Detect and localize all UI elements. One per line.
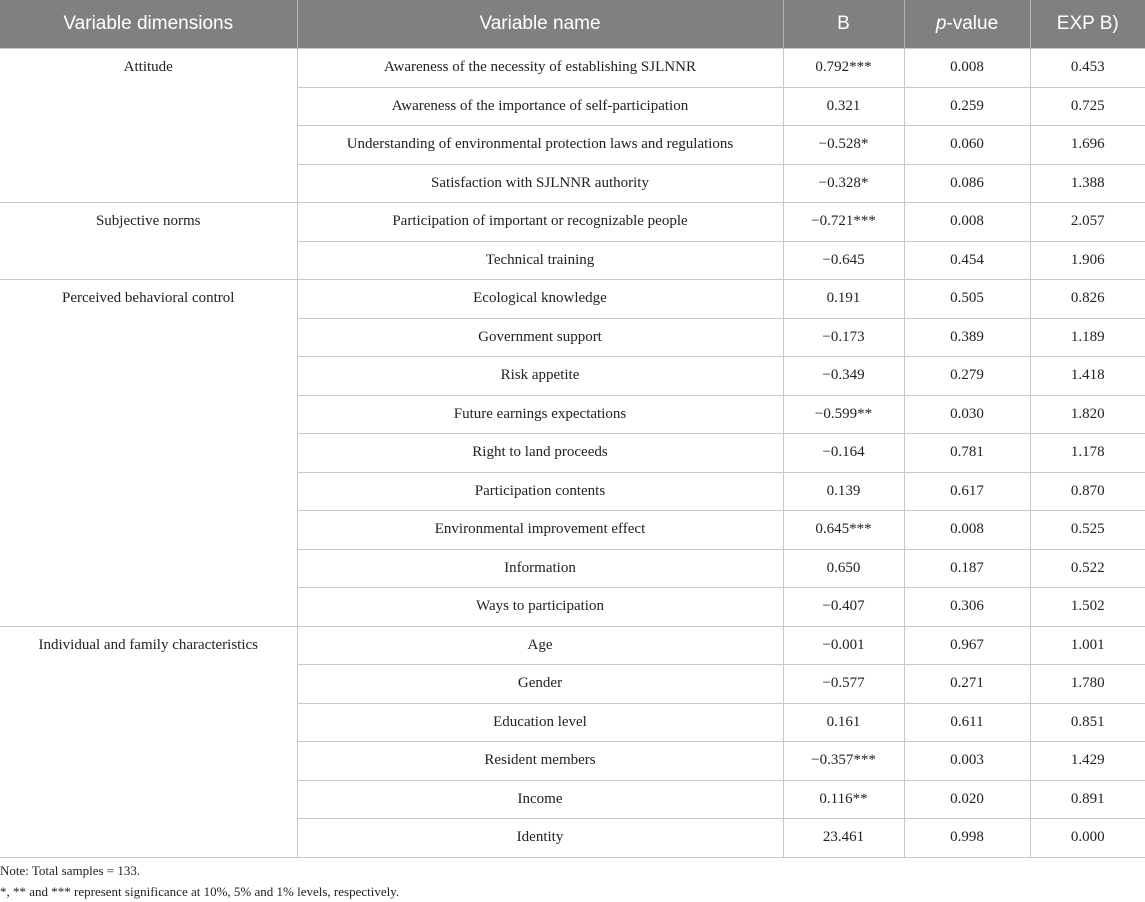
b-value-cell: 23.461 [783,819,904,858]
variable-name-cell: Satisfaction with SJLNNR authority [297,164,783,203]
b-value-cell: −0.001 [783,626,904,665]
p-value-cell: 0.306 [904,588,1030,627]
exp-b-cell: 0.826 [1030,280,1145,319]
b-value-cell: 0.161 [783,703,904,742]
exp-b-cell: 0.453 [1030,49,1145,88]
p-value-cell: 0.259 [904,87,1030,126]
variable-name-cell: Right to land proceeds [297,434,783,473]
exp-b-cell: 1.001 [1030,626,1145,665]
p-value-cell: 0.008 [904,511,1030,550]
variable-name-cell: Technical training [297,241,783,280]
p-value-cell: 0.187 [904,549,1030,588]
b-value-cell: −0.721*** [783,203,904,242]
header-p-suffix: -value [946,13,999,34]
p-value-cell: 0.967 [904,626,1030,665]
exp-b-cell: 1.780 [1030,665,1145,704]
exp-b-cell: 0.891 [1030,780,1145,819]
b-value-cell: 0.645*** [783,511,904,550]
note-significance: *, ** and *** represent significance at 10%, 5% and 1% levels, respectively. [0,884,400,899]
p-value-cell: 0.008 [904,203,1030,242]
table-row [0,49,1145,88]
exp-b-cell: 0.725 [1030,87,1145,126]
header-variable-name: Variable name [297,0,783,49]
b-value-cell: −0.528* [783,126,904,165]
table-notes [0,860,399,902]
p-value-cell: 0.030 [904,395,1030,434]
p-value-cell: 0.781 [904,434,1030,473]
p-value-cell: 0.279 [904,357,1030,396]
b-value-cell: −0.407 [783,588,904,627]
exp-b-cell: 1.178 [1030,434,1145,473]
exp-b-cell: 1.418 [1030,357,1145,396]
p-value-cell: 0.617 [904,472,1030,511]
p-value-cell: 0.086 [904,164,1030,203]
b-value-cell: −0.599** [783,395,904,434]
dimension-cell: Perceived behavioral control [0,280,297,627]
b-value-cell: 0.792*** [783,49,904,88]
header-p-value [904,0,1030,49]
header-p-italic: p [935,13,947,34]
variable-name-cell: Future earnings expectations [297,395,783,434]
p-value-cell: 0.008 [904,49,1030,88]
variable-name-cell: Awareness of the necessity of establishing SJLNNR [297,49,783,88]
b-value-cell: −0.577 [783,665,904,704]
dimension-cell: Individual and family characteristics [0,626,297,857]
p-value-cell: 0.271 [904,665,1030,704]
variable-name-cell: Ecological knowledge [297,280,783,319]
dimension-cell: Attitude [0,49,297,203]
header-exp-b: EXP B) [1030,0,1145,49]
p-value-cell: 0.505 [904,280,1030,319]
p-value-cell: 0.389 [904,318,1030,357]
exp-b-cell: 1.696 [1030,126,1145,165]
header-row [0,0,1145,49]
b-value-cell: 0.191 [783,280,904,319]
header-b: B [783,0,904,49]
variable-name-cell: Ways to participation [297,588,783,627]
b-value-cell: −0.645 [783,241,904,280]
variable-name-cell: Awareness of the importance of self-participation [297,87,783,126]
variable-name-cell: Participation of important or recognizable people [297,203,783,242]
variable-name-cell: Resident members [297,742,783,781]
dimension-cell: Subjective norms [0,203,297,280]
variable-name-cell: Participation contents [297,472,783,511]
variable-name-cell: Age [297,626,783,665]
variable-name-cell: Gender [297,665,783,704]
b-value-cell: −0.357*** [783,742,904,781]
b-value-cell: −0.173 [783,318,904,357]
b-value-cell: 0.116** [783,780,904,819]
b-value-cell: 0.321 [783,87,904,126]
variable-name-cell: Information [297,549,783,588]
variable-name-cell: Risk appetite [297,357,783,396]
variable-name-cell: Education level [297,703,783,742]
p-value-cell: 0.060 [904,126,1030,165]
table-header [0,0,1145,49]
exp-b-cell: 0.000 [1030,819,1145,858]
variable-name-cell: Understanding of environmental protection laws and regulations [297,126,783,165]
variable-name-cell: Income [297,780,783,819]
variable-name-cell: Government support [297,318,783,357]
exp-b-cell: 1.388 [1030,164,1145,203]
table-body [0,49,1145,858]
exp-b-cell: 1.906 [1030,241,1145,280]
exp-b-cell: 0.851 [1030,703,1145,742]
table-row [0,203,1145,242]
p-value-cell: 0.454 [904,241,1030,280]
p-value-cell: 0.003 [904,742,1030,781]
b-value-cell: −0.349 [783,357,904,396]
b-value-cell: −0.328* [783,164,904,203]
b-value-cell: 0.139 [783,472,904,511]
note-total-samples: Note: Total samples = 133. [0,863,141,878]
p-value-cell: 0.020 [904,780,1030,819]
exp-b-cell: 1.189 [1030,318,1145,357]
p-value-cell: 0.611 [904,703,1030,742]
header-variable-dimensions: Variable dimensions [0,0,297,49]
variable-name-cell: Environmental improvement effect [297,511,783,550]
table-row [0,280,1145,319]
p-value-cell: 0.998 [904,819,1030,858]
variable-name-cell: Identity [297,819,783,858]
exp-b-cell: 0.870 [1030,472,1145,511]
b-value-cell: −0.164 [783,434,904,473]
table-row [0,626,1145,665]
exp-b-cell: 1.429 [1030,742,1145,781]
exp-b-cell: 1.502 [1030,588,1145,627]
exp-b-cell: 0.522 [1030,549,1145,588]
exp-b-cell: 0.525 [1030,511,1145,550]
exp-b-cell: 1.820 [1030,395,1145,434]
b-value-cell: 0.650 [783,549,904,588]
exp-b-cell: 2.057 [1030,203,1145,242]
